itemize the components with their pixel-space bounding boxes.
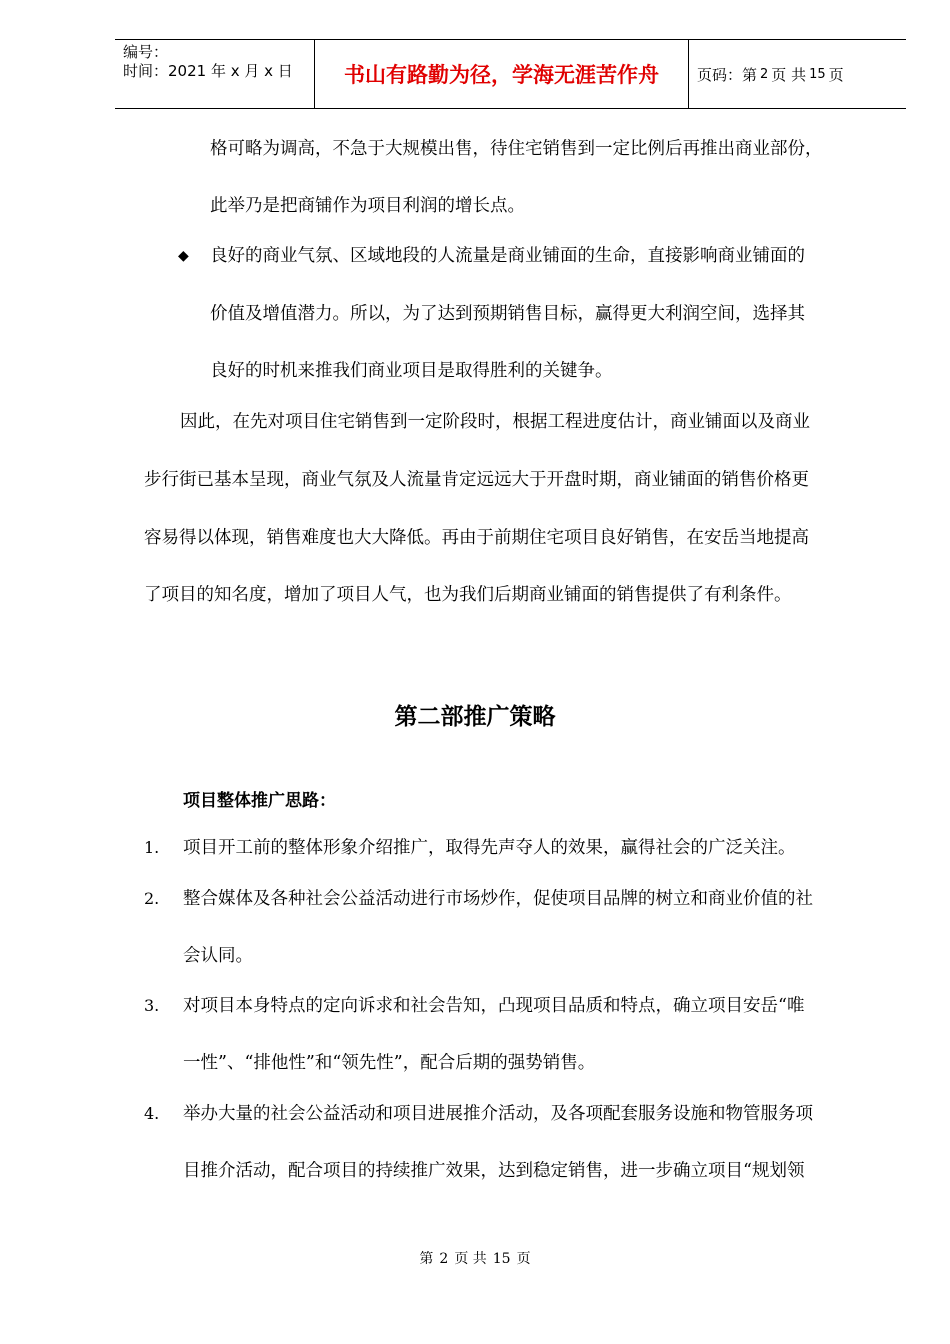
paragraph-line: 良好的时机来推我们商业项目是取得胜利的关键争。 <box>210 361 613 381</box>
header-number-label: 编号： <box>123 43 169 61</box>
header-meta <box>115 40 315 108</box>
list-item-line: 会认同。 <box>183 946 253 966</box>
list-item-line: 一性”、“排他性”和“领先性”，配合后期的强势销售。 <box>183 1053 596 1073</box>
list-item-line: 举办大量的社会公益活动和项目进展推介活动，及各项配套服务设施和物管服务项 <box>183 1104 813 1124</box>
list-item-line: 对项目本身特点的定向诉求和社会告知，凸现项目品质和特点，确立项目安岳“唯 <box>183 996 805 1016</box>
page-header <box>115 39 906 109</box>
page-footer <box>0 1248 950 1268</box>
list-number: 1. <box>144 838 160 857</box>
header-page-suffix: 页 <box>828 65 844 84</box>
footer-prefix: 第 <box>419 1251 434 1267</box>
list-item-line: 整合媒体及各种社会公益活动进行市场炒作，促使项目品牌的树立和商业价值的社 <box>183 889 813 909</box>
list-number: 3. <box>144 996 160 1015</box>
paragraph-line: 此举乃是把商铺作为项目利润的增长点。 <box>210 196 525 216</box>
footer-current: 2 <box>439 1251 449 1267</box>
list-item-line: 目推介活动，配合项目的持续推广效果，达到稳定销售，进一步确立项目“规划领 <box>183 1161 805 1181</box>
header-motto: 书山有路勤为径，学海无涯苦作舟 <box>315 40 689 108</box>
footer-mid: 页 共 <box>454 1251 487 1267</box>
header-time-label: 时间：2021 年 x 月 x 日 <box>123 62 293 80</box>
list-item-line: 项目开工前的整体形象介绍推广，取得先声夺人的效果，赢得社会的广泛关注。 <box>183 838 796 858</box>
paragraph-line: 格可略为调高，不急于大规模出售，待住宅销售到一定比例后再推出商业部份， <box>210 139 823 159</box>
footer-suffix: 页 <box>516 1251 531 1267</box>
paragraph-line: 因此，在先对项目住宅销售到一定阶段时，根据工程进度估计，商业铺面以及商业 <box>180 412 810 432</box>
header-page-info <box>689 40 906 108</box>
footer-total: 15 <box>492 1251 511 1267</box>
header-page-total: 15 <box>809 66 826 82</box>
header-page-current: 2 <box>760 66 769 82</box>
paragraph-line: 容易得以体现，销售难度也大大降低。再由于前期住宅项目良好销售，在安岳当地提高 <box>144 528 809 548</box>
subsection-title: 项目整体推广思路： <box>183 791 336 811</box>
header-page-prefix: 页码：第 <box>697 65 758 84</box>
section-title: 第二部推广策略 <box>394 703 556 730</box>
paragraph-line: 良好的商业气氛、区域地段的人流量是商业铺面的生命，直接影响商业铺面的 <box>210 246 805 266</box>
list-number: 4. <box>144 1104 160 1123</box>
paragraph-line: 了项目的知名度，增加了项目人气，也为我们后期商业铺面的销售提供了有利条件。 <box>144 585 792 605</box>
paragraph-line: 价值及增值潜力。所以，为了达到预期销售目标，赢得更大利润空间，选择其 <box>210 304 805 324</box>
header-page-mid: 页 共 <box>771 65 807 84</box>
paragraph-line: 步行街已基本呈现，商业气氛及人流量肯定远远大于开盘时期，商业铺面的销售价格更 <box>144 470 809 490</box>
diamond-bullet-icon: ◆ <box>178 248 189 264</box>
list-number: 2. <box>144 889 160 908</box>
